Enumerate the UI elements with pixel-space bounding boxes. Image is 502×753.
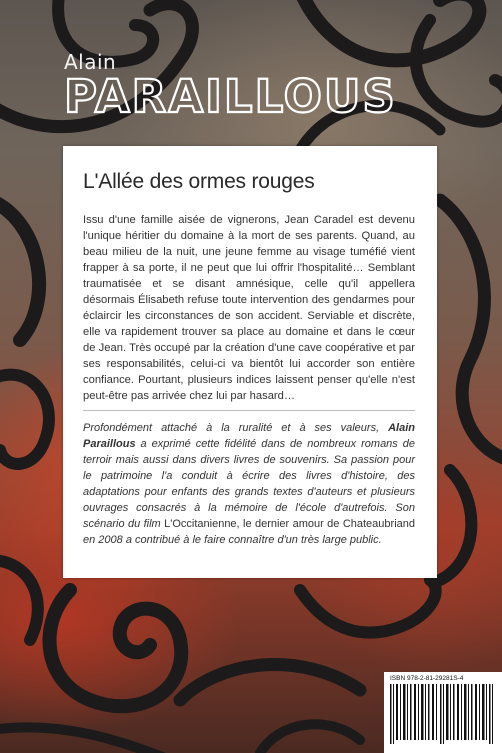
panel-divider xyxy=(83,410,415,411)
author-bio xyxy=(83,420,415,548)
author-last-name: PARAILLOUS xyxy=(64,70,397,123)
bio-part-2: a exprimé cette fidélité dans de nombreux romans de terroir mais aussi dans divers livres de souvenirs. Sa passion pour le patrimoine l'a conduit à écrire des livres d'histoire, des adaptations pour enfants des grands textes d'auteurs et plusieurs ouvrages consacrés à la mémoire de l'école d'autrefois. Son scénario du film xyxy=(83,438,415,530)
isbn-number: ISBN 978-2-81-29281S-4 xyxy=(390,675,464,682)
bio-author-name: Alain Paraillous xyxy=(83,422,415,450)
bio-film-title: L'Occitanienne, le dernier amour de Chateaubriand xyxy=(164,518,415,530)
book-synopsis: Issu d'une famille aisée de vignerons, Jean Caradel est devenu l'unique héritier du domaine à la mort de ses parents. Quand, au beau milieu de la nuit, une jeune femme au visage tuméfié vient frapper à sa porte, il ne peut que lui offrir l'hospitalité… Semblant traumatisée et se disant amnésique, celle qu'il appellera désormais Élisabeth refuse toute intervention des gendarmes pour éclaircir les circonstances de son accident. Serviable et discrète, elle va rapidement trouver sa place au domaine et dans le cœur de Jean. Très occupé par la création d'une cave coopérative et par ses responsabilités, celui-ci va bientôt lui accorder son entière confiance. Pourtant, plusieurs indices laissent penser qu'elle n'est peut-être pas arrivée chez lui par hasard… xyxy=(83,214,415,402)
barcode-area xyxy=(384,672,502,753)
barcode-icon xyxy=(388,684,498,750)
book-title: L'Allée des ormes rouges xyxy=(83,170,315,193)
bio-part-3: en 2008 a contribué à le faire connaître d'un très large public. xyxy=(83,534,382,546)
summary-panel xyxy=(63,146,437,578)
bio-part-1: Profondément attaché à la ruralité et à ses valeurs, xyxy=(83,422,389,434)
author-first-name: Alain xyxy=(64,50,117,74)
